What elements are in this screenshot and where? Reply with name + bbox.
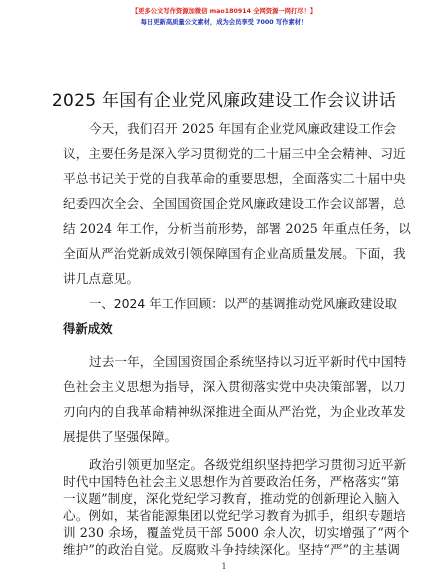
- section-heading: 一、2024 年工作回顾：以严的基调推动党风廉政建设取: [89, 296, 398, 311]
- paragraph-line: 今天，我们召开 2025 年国有企业党风廉政建设工作会: [89, 121, 397, 136]
- document-title: 2025 年国有企业党风廉政建设工作会议讲话: [51, 91, 397, 111]
- paragraph-line: 维护”的政治自觉。反腐败斗争持续深化。坚持“严”的主基调: [63, 542, 400, 557]
- paragraph-line: 议，主要任务是深入学习贯彻党的二十届三中全会精神、习近: [63, 146, 406, 161]
- paragraph-line: 政治引领更加坚定。各级党组织坚持把学习贯彻习近平新: [89, 457, 407, 472]
- promo-banner-line2: 每日更新高质量公文素材，成为会员享受 7000 写作素材！: [140, 19, 308, 26]
- section-heading-cont: 得新成效: [63, 321, 113, 336]
- paragraph-line: 过去一年，全国国资国企系统坚持以习近平新时代中国特: [89, 354, 407, 369]
- paragraph-line: 讲几点意见。: [63, 271, 140, 286]
- page-number: 1: [221, 562, 227, 571]
- paragraph-line: 平总书记关于党的自我革命的重要思想，全面落实二十届中央: [63, 171, 406, 186]
- paragraph-line: 全面从严治党新成效引领保障国有企业高质量发展。下面，我: [63, 246, 406, 261]
- promo-banner-line1: 【更多公文写作资源加微信 mao180914 全网资源一网打尽！】: [131, 8, 317, 15]
- paragraph-line: 训 230 余场，覆盖党员干部 5000 余人次，切实增强了“两个: [63, 525, 410, 540]
- paragraph-line: 色社会主义思想为指导，深入贯彻落实党中央决策部署，以刀: [63, 379, 406, 394]
- paragraph-line: 展提供了坚强保障。: [63, 429, 178, 444]
- paragraph-line: 结 2024 年工作，分析当前形势，部署 2025 年重点任务，以: [63, 221, 411, 236]
- paragraph-line: 刃向内的自我革命精神纵深推进全面从严治党，为企业改革发: [63, 404, 406, 419]
- paragraph-line: 一议题”制度，深化党纪学习教育，推动党的创新理论入脑入: [63, 491, 400, 506]
- paragraph-line: 纪委四次全会、全国国资国企党风廉政建设工作会议部署，总: [63, 196, 406, 211]
- paragraph-line: 时代中国特色社会主义思想作为首要政治任务，严格落实“第: [63, 474, 400, 489]
- paragraph-line: 心。例如，某省能源集团以党纪学习教育为抓手，组织专题培: [63, 508, 406, 523]
